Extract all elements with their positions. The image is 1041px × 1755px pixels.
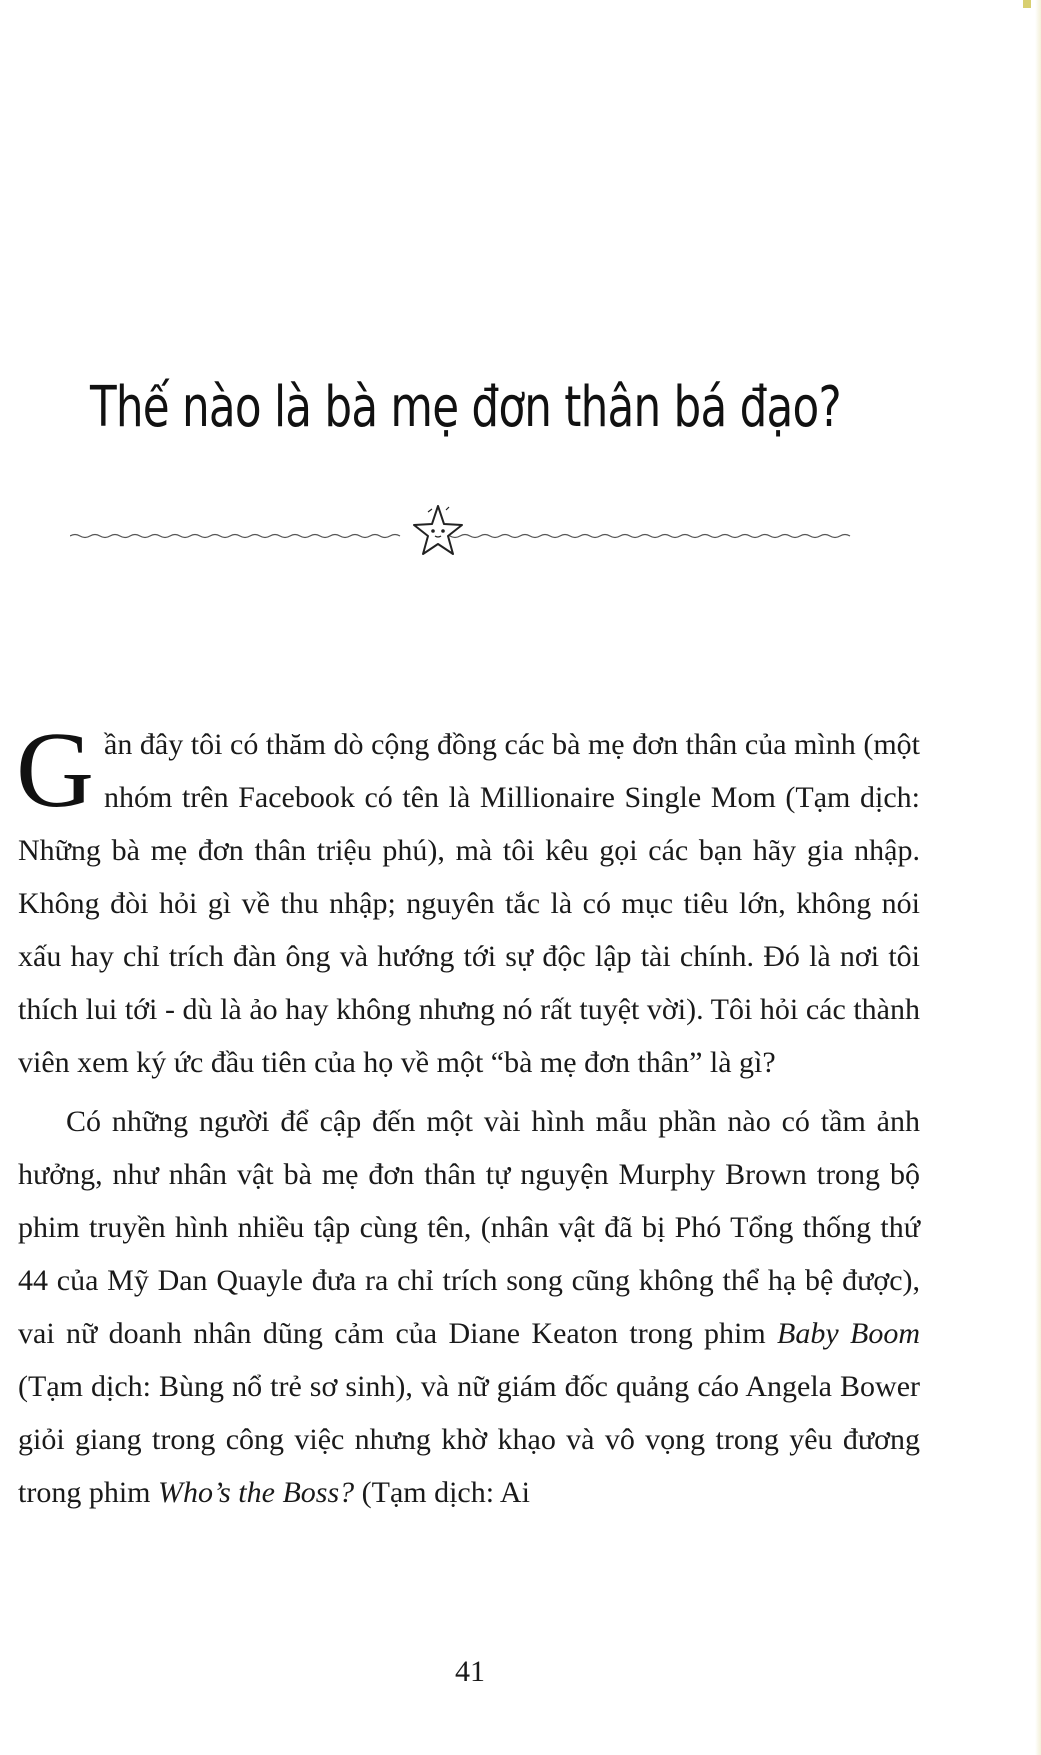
page-edge	[1035, 0, 1041, 1755]
paragraph-2-part-3: (Tạm dịch: Ai	[354, 1476, 530, 1509]
paragraph-2-part-1: Có những người để cập đến một vài hình mẫu phần nào có tầm ảnh hưởng, như nhân vật bà mẹ đơn thân tự nguyện Murphy Brown trong bộ phim truyền hình nhiều tập cùng tên, (nhân vật đã bị Phó Tổng thống thứ 44 của Mỹ Dan Quayle đưa ra chỉ trích song cũng không thể hạ bệ được), vai nữ doanh nhân dũng cảm của Diane Keaton trong phim	[18, 1105, 920, 1350]
paragraph-1-text: ần đây tôi có thăm dò cộng đồng các bà mẹ đơn thân của mình (một nhóm trên Facebook có tên là Millionaire Single Mom (Tạm dịch: Những bà mẹ đơn thân triệu phú), mà tôi kêu gọi các bạn hãy gia nhập. Không đòi hỏi gì về thu nhập; nguyên tắc là có mục tiêu lớn, không nói xấu hay chỉ trích đàn ông và hướng tới sự độc lập tài chính. Đó là nơi tôi thích lui tới - dù là ảo hay không nhưng nó rất tuyệt vời). Tôi hỏi các thành viên xem ký ức đầu tiên của họ về một “bà mẹ đơn thân” là gì?	[18, 728, 920, 1079]
film-title-whos-the-boss: Who’s the Boss?	[158, 1476, 355, 1509]
page-number: 41	[455, 1655, 485, 1688]
drop-cap: G	[16, 711, 94, 830]
star-divider	[70, 500, 870, 570]
paragraph-1	[16, 711, 920, 1089]
page-edge-mark	[1023, 0, 1031, 8]
paragraph-2-part-2: (Tạm dịch: Bùng nổ trẻ sơ sinh), và nữ giám đốc quảng cáo Angela Bower giỏi giang trong công việc nhưng khờ khạo và vô vọng trong yêu đương trong phim	[18, 1370, 920, 1509]
divider-line-left	[70, 535, 400, 538]
paragraph-2	[18, 1095, 920, 1519]
chapter-title: Thế nào là bà mẹ đơn thân bá đạo?	[90, 375, 841, 440]
divider-line-right	[440, 535, 850, 538]
body-text	[16, 711, 920, 1519]
star-icon	[414, 506, 462, 554]
film-title-baby-boom: Baby Boom	[777, 1317, 920, 1350]
